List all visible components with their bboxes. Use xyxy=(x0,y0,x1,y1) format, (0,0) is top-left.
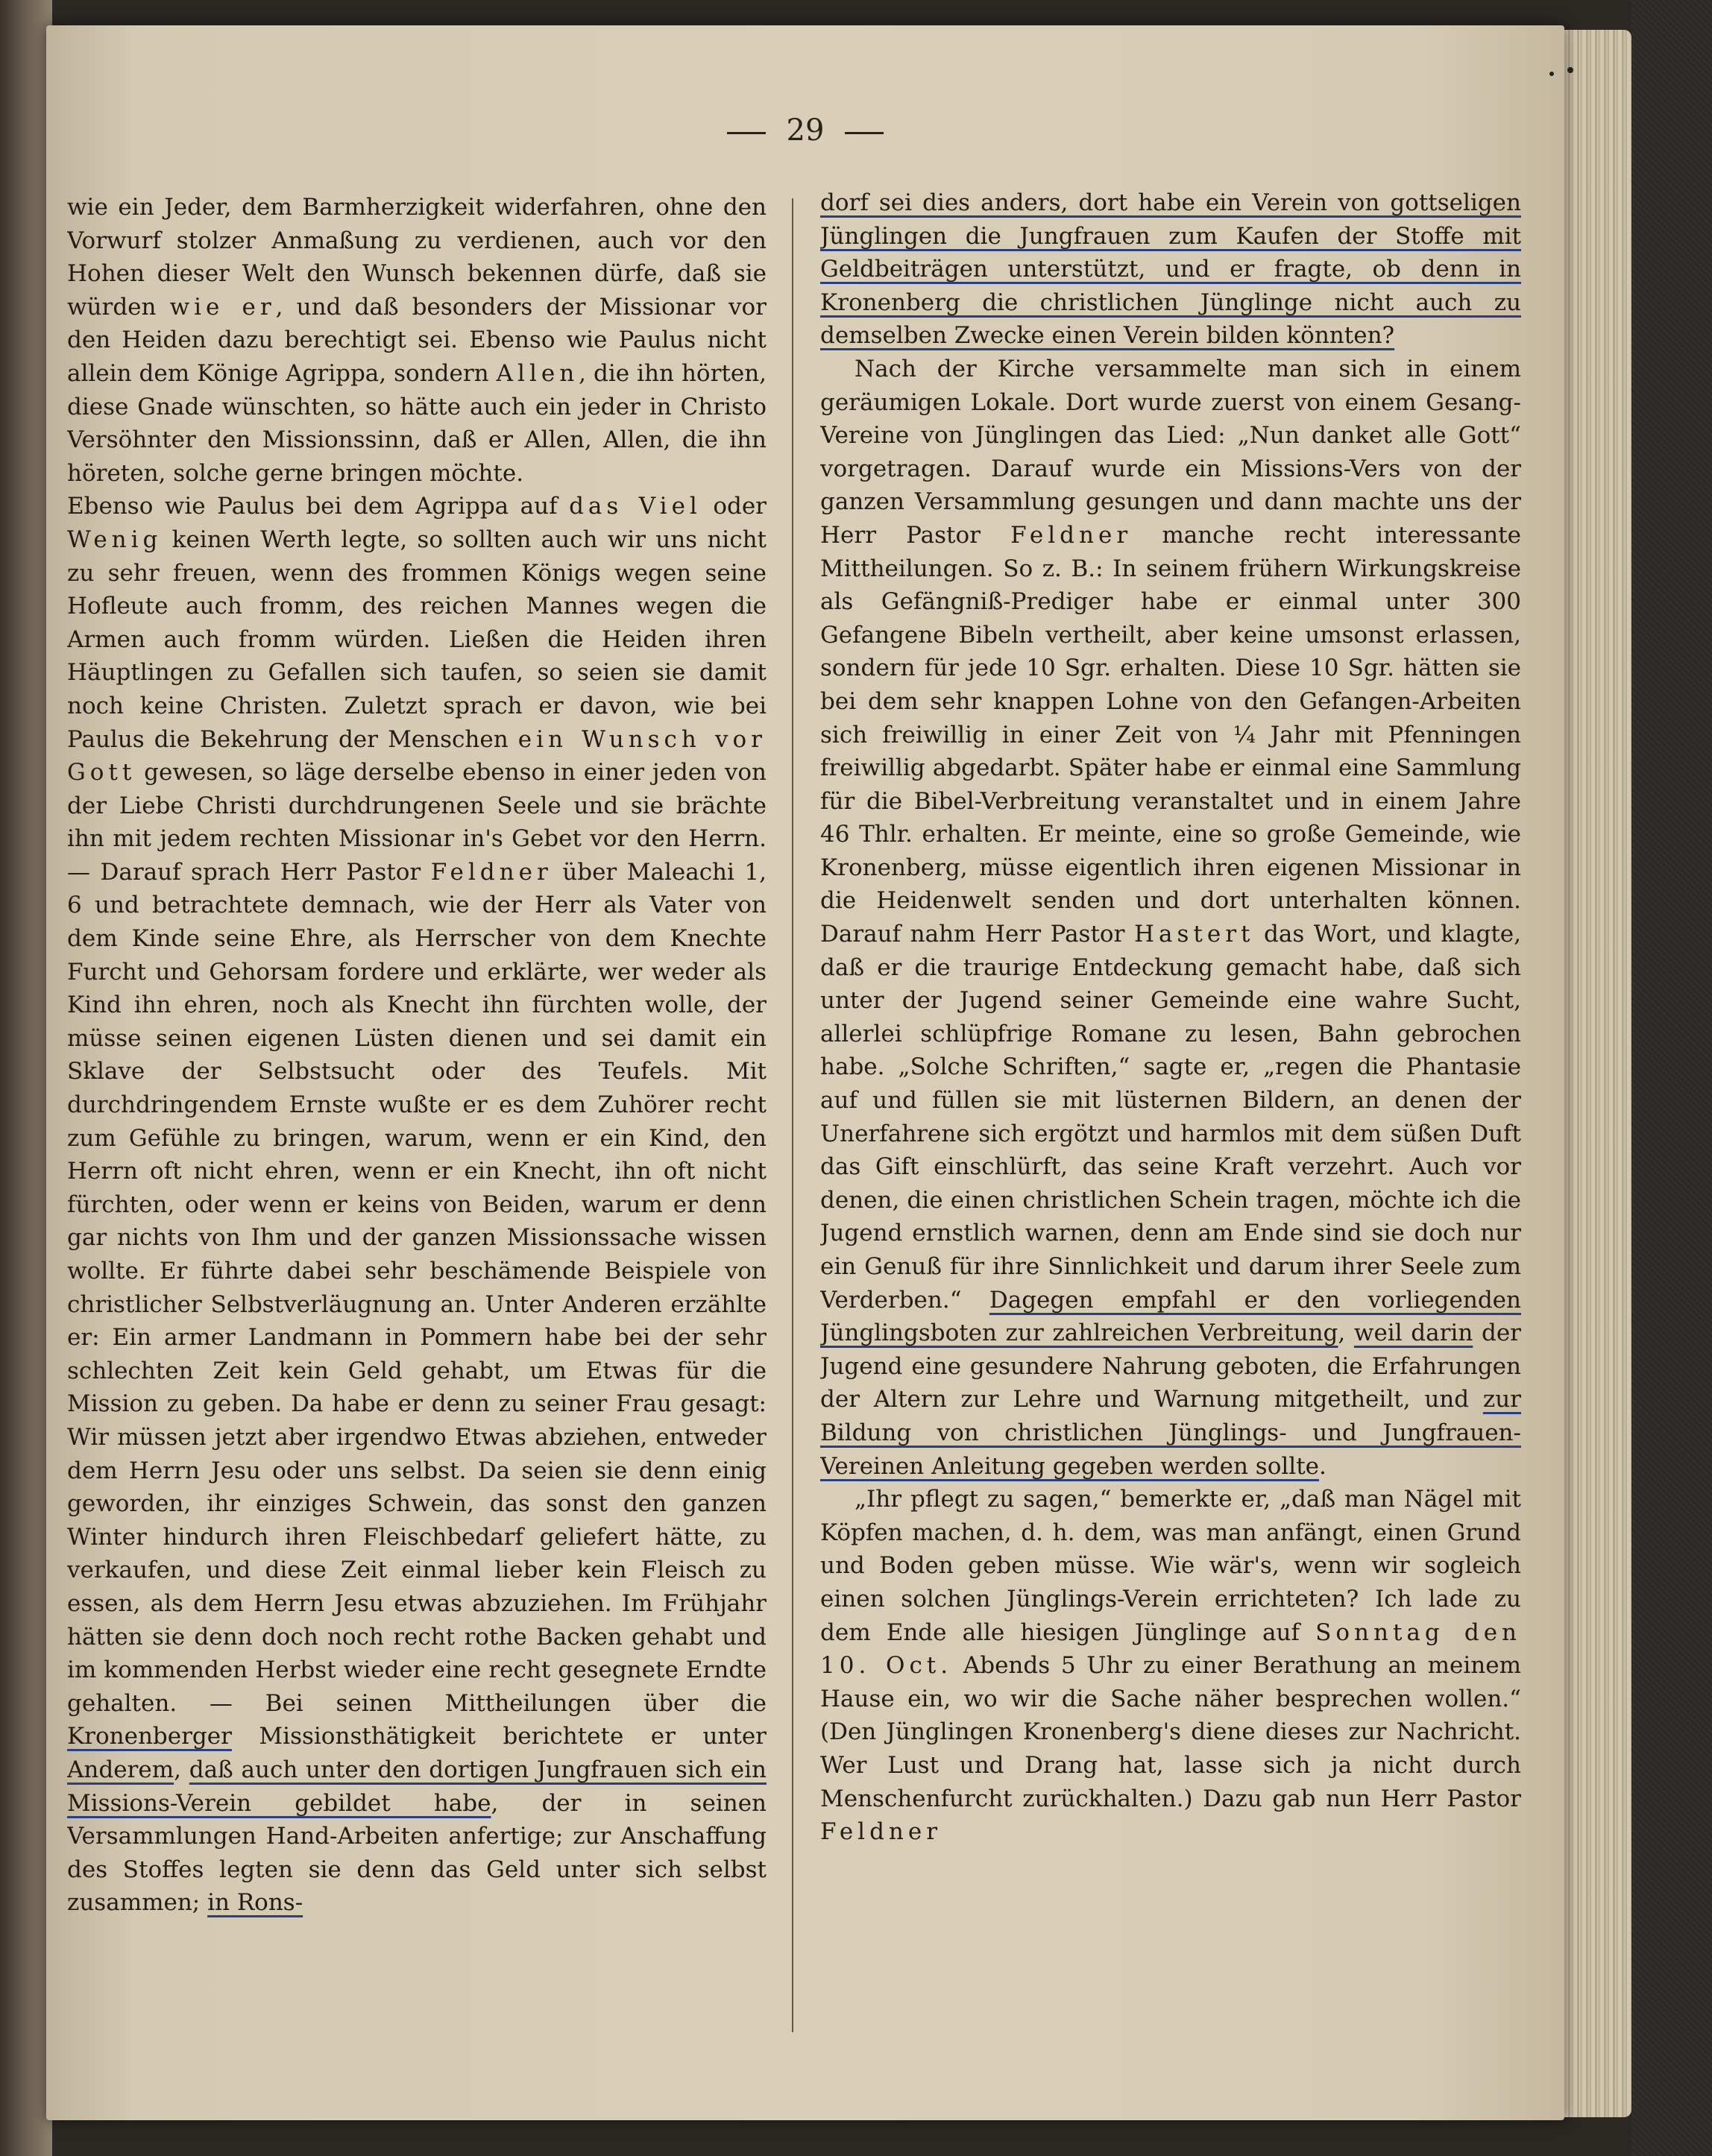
text: , der in seinen Versammlungen Hand-Arbeiten anfertige; zur Anschaffung des Stoffes legten sie denn das Geld unter sich selbst zusammen; xyxy=(67,1789,767,1917)
page-number: 29 xyxy=(786,113,825,148)
ink-speck xyxy=(1567,67,1573,73)
book-page xyxy=(46,25,1564,2120)
text: Missionsthätigkeit berichtete er unter xyxy=(231,1723,767,1750)
spaced-name: Feldner xyxy=(430,858,553,886)
spaced-emphasis: wie er xyxy=(169,293,276,321)
underlined-text: zur Bildung von christlichen Jünglings- und Jungfrauen-Vereinen Anleitung gegeben werden sollte xyxy=(820,1386,1521,1480)
text: Ebenso wie Paulus bei dem Agrippa auf xyxy=(67,493,570,520)
underlined-text: in Rons- xyxy=(207,1889,303,1917)
text: Nach der Kirche versammelte man sich in einem geräumigen Lokale. Dort wurde zuerst von einem Gesang-Vereine von Jünglingen das Lied: „Nun danket alle Gott“ vorgetragen. Darauf wurde ein Missions-Vers von der ganzen Versammlung gesungen und dann machte uns der Herr Pastor xyxy=(820,355,1521,549)
spaced-name: Feldner xyxy=(1010,521,1133,549)
spaced-emphasis: das Viel xyxy=(569,493,702,520)
text: , die ihn hörten, diese Gnade wünschten, so hätte auch ein jeder in Christo Versöhnter den Missionssinn, daß er Allen, Allen, die ihn höreten, solche gerne bringen möchte. xyxy=(67,359,767,487)
background-left xyxy=(0,0,52,2156)
spaced-name: Hastert xyxy=(1133,921,1255,948)
header-dash-right xyxy=(845,132,884,134)
text: „Ihr pflegt zu sagen,“ bemerkte er, „daß man Nägel mit Köpfen machen, d. h. dem, was man anfängt, einen Grund und Boden geben müsse. Wie wär's, wenn wir sogleich einen solchen Jünglings-Verein errichteten? Ich lade zu dem Ende alle hiesigen Jünglinge auf xyxy=(820,1486,1521,1646)
page-header xyxy=(46,113,1564,166)
underlined-text: weil darin xyxy=(1353,1320,1473,1347)
book-cover-edge xyxy=(1631,0,1712,2156)
text: , xyxy=(174,1756,189,1783)
spaced-emphasis: Allen xyxy=(496,359,579,387)
paragraph xyxy=(67,490,767,1920)
underlined-text: Dagegen empfahl er den vorliegenden Jünglingsboten zur zahlreichen Verbreitung xyxy=(820,1286,1521,1347)
ink-speck xyxy=(1549,72,1554,76)
page-edges xyxy=(1564,30,1631,2117)
left-column xyxy=(67,191,767,2099)
text: der Jugend eine gesundere Nahrung geboten, die Erfahrungen der Altern zur Lehre und Warnung mitgetheilt, und xyxy=(820,1320,1521,1413)
text: , xyxy=(1338,1320,1354,1347)
spaced-emphasis: ein Wunsch vor Gott xyxy=(67,725,767,787)
text: manche recht interessante Mittheilungen. So z. B.: In seinem frühern Wirkungskreise als Gefängniß-Prediger habe er einmal unter 300 Gefangene Bibeln vertheilt, aber keine umsonst erlassen, sondern für jede 10 Sgr. erhalten. Diese 10 Sgr. hätten sie bei dem sehr knappen Lohne von den Gefangen-Arbeiten sich freiwillig in einer Zeit von ¼ Jahr mit Pfenningen freiwillig abgedarbt. Später habe er einmal eine Sammlung für die Bibel-Verbreitung veranstaltet und in einem Jahre 46 Thlr. erhalten. Er meinte, eine so große Gemeinde, wie Kronenberg, müsse eigentlich ihren eigenen Missionar in die Heidenwelt senden und dort unterhalten können. Darauf nahm Herr Pastor xyxy=(820,521,1521,948)
underlined-text: Anderem xyxy=(67,1756,174,1783)
text: keinen Werth legte, so sollten auch wir uns nicht zu sehr freuen, wenn des frommen Königs wegen seine Hofleute auch fromm, des reichen Mannes wegen die Armen auch fromm würden. Ließen die Heiden ihren Häuptlingen zu Gefallen sich taufen, so seien sie damit noch keine Christen. Zuletzt sprach er davon, wie bei Paulus die Bekehrung der Menschen xyxy=(67,526,767,753)
paragraph xyxy=(67,191,767,490)
paragraph xyxy=(820,1483,1521,1849)
right-column xyxy=(820,186,1521,2095)
header-dash-left xyxy=(727,132,766,134)
text: oder xyxy=(701,493,767,520)
underlined-text: dorf sei dies anders, dort habe ein Verein von gottseligen Jünglingen die Jungfrauen zum Kaufen der Stoffe mit Geldbeiträgen unterstützt, und er fragte, ob denn in Kronenberg die christlichen Jünglinge nicht auch zu demselben Zwecke einen Verein bilden könnten? xyxy=(820,189,1521,350)
paragraph xyxy=(820,353,1521,1483)
underlined-text: Kronenberger xyxy=(67,1723,232,1750)
column-divider xyxy=(792,198,793,2032)
text: wie ein Jeder, dem Barmherzigkeit widerfahren, ohne den Vorwurf stolzer Anmaßung zu verdienen, auch vor den Hohen dieser Welt den Wunsch bekennen dürfe, daß sie würden xyxy=(67,194,767,321)
paragraph xyxy=(820,186,1521,353)
text: das Wort, und klagte, daß er die traurige Entdeckung gemacht habe, daß sich unter der Jugend seiner Gemeinde eine wahre Sucht, allerlei schlüpfrige Romane zu lesen, Bahn gebrochen habe. „Solche Schriften,“ sagte er, „regen die Phantasie auf und füllen sie mit lüsternen Bildern, an denen der Unerfahrene sich ergötzt und harmlos mit dem süßen Duft das Gift einschlürft, das seine Kraft verzehrt. Auch vor denen, die einen christlichen Schein tragen, möchte ich die Jugend ernstlich warnen, denn am Ende sind sie doch nur ein Genuß für ihre Sinnlichkeit und darum ihrer Seele zum Verderben.“ xyxy=(820,921,1521,1314)
text: gewesen, so läge derselbe ebenso in einer jeden von der Liebe Christi durchdrungenen Seele und sie brächte ihn mit jedem rechten Missionar in's Gebet vor den Herrn. — Darauf sprach Herr Pastor xyxy=(67,759,767,886)
text: Abends 5 Uhr zu einer Berathung an meinem Hause ein, wo wir die Sache näher besprechen wollen.“ (Den Jünglingen Kronenberg's diene dieses zur Nachricht. Wer Lust und Drang hat, lasse sich ja nicht durch Menschenfurcht zurückhalten.) Dazu gab nun Herr Pastor xyxy=(820,1652,1521,1812)
text: über Maleachi 1, 6 und betrachtete demnach, wie der Herr als Vater von dem Kinde seine Ehre, als Herrscher von dem Knechte Furcht und Gehorsam fordere und erklärte, wer weder als Kind ihn ehren, noch als Knecht ihn fürchten wolle, der müsse seinen eigenen Lüsten dienen und sei damit ein Sklave der Selbstsucht oder des Teufels. Mit durchdringendem Ernste wußte er es dem Zuhörer recht zum Gefühle zu bringen, warum, wenn er ein Kind, den Herrn oft nicht ehren, wenn er ein Knecht, ihn oft nicht fürchten, oder wenn er keins von Beiden, warum er denn gar nichts von Ihm und der ganzen Missionssache wissen wollte. Er führte dabei sehr beschämende Beispiele von christlicher Selbstverläugnung an. Unter Anderen erzählte er: Ein armer Landmann in Pommern habe bei der sehr schlechten Zeit kein Geld gehabt, um Etwas für die Mission zu geben. Da habe er denn zu seiner Frau gesagt: Wir müssen jetzt aber irgendwo Etwas abziehen, entweder dem Herrn Jesu oder uns selbst. Da seien sie denn einig geworden, ihr einziges Schwein, das sonst den ganzen Winter hindurch ihren Fleischbedarf geliefert hätte, zu verkaufen, und diese Zeit einmal lieber kein Fleisch zu essen, als dem Herrn Jesu etwas abzuziehen. Im Frühjahr hätten sie denn doch noch recht rothe Backen gehabt und im kommenden Herbst wieder eine recht gesegnete Erndte gehalten. — Bei seinen Mittheilungen über die xyxy=(67,858,767,1717)
spaced-emphasis: Sonntag den 10. Oct. xyxy=(820,1618,1521,1680)
text: . xyxy=(1319,1452,1327,1480)
spaced-emphasis: Wenig xyxy=(67,526,163,553)
spaced-name: Feldner xyxy=(820,1818,942,1846)
underlined-text: daß auch unter den dortigen Jungfrauen sich ein Missions-Verein gebildet habe xyxy=(67,1756,767,1817)
text: , und daß besonders der Missionar vor den Heiden dazu berechtigt sei. Ebenso wie Paulus nicht allein dem Könige Agrippa, sondern xyxy=(67,293,767,387)
